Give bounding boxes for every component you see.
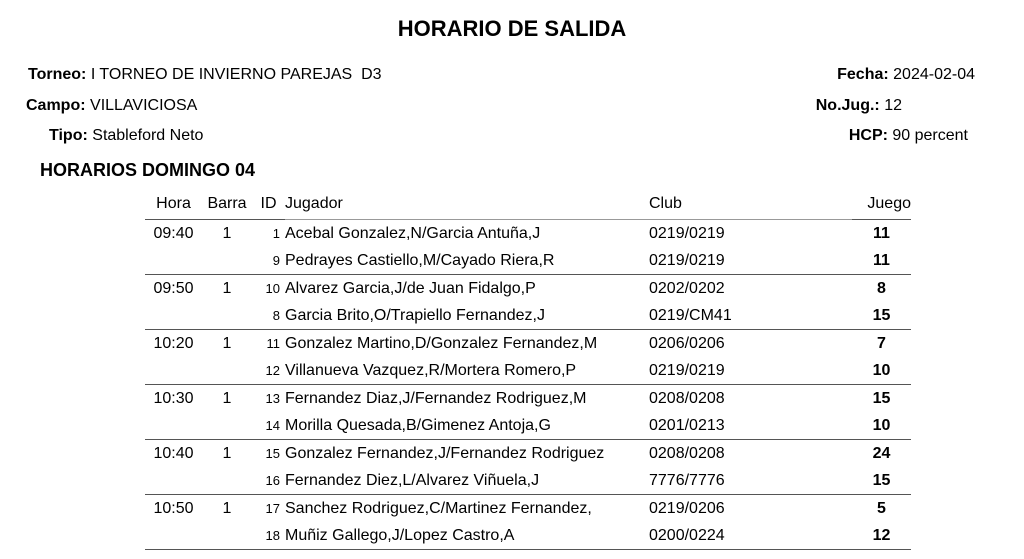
cell-hora: 10:20 <box>145 330 202 358</box>
cell-club: 0200/0224 <box>649 522 852 550</box>
column-header-hora: Hora <box>156 195 191 212</box>
cell-juego: 5 <box>852 495 911 523</box>
cell-id: 14 <box>265 418 280 433</box>
meta-hcp <box>849 127 968 145</box>
cell-club: 0201/0213 <box>649 416 725 434</box>
cell-hora: 09:40 <box>145 220 202 248</box>
column-header-club: Club <box>649 193 852 220</box>
meta-torneo <box>28 66 382 84</box>
torneo-label: Torneo: <box>28 66 87 83</box>
cell-hora <box>145 302 202 330</box>
cell-id: 18 <box>252 522 285 550</box>
cell-juego: 15 <box>852 385 911 413</box>
campo-value: VILLAVICIOSA <box>90 97 198 114</box>
cell-juego: 10 <box>872 416 891 434</box>
nojug-label: No.Jug.: <box>815 97 880 114</box>
cell-jugador: Fernandez Diaz,J/Fernandez Rodriguez,M <box>285 385 649 413</box>
cell-id: 12 <box>265 363 280 378</box>
meta-tipo <box>49 127 203 145</box>
table-row <box>145 220 911 248</box>
cell-jugador: Gonzalez Martino,D/Gonzalez Fernandez,M <box>285 330 649 358</box>
cell-hora <box>145 247 202 275</box>
table-row <box>145 522 911 550</box>
cell-jugador: Villanueva Vazquez,R/Mortera Romero,P <box>285 361 577 379</box>
cell-juego: 10 <box>872 361 891 379</box>
cell-jugador: Garcia Brito,O/Trapiello Fernandez,J <box>285 306 545 324</box>
cell-jugador: Morilla Quesada,B/Gimenez Antoja,G <box>285 416 551 434</box>
cell-club: 0219/0219 <box>649 220 852 248</box>
meta-nojug <box>816 97 902 115</box>
table-row <box>145 247 911 275</box>
table-row <box>145 467 911 495</box>
campo-label: Campo: <box>26 97 86 114</box>
cell-jugador: Fernandez Diez,L/Alvarez Viñuela,J <box>285 471 540 489</box>
cell-id: 17 <box>252 495 285 523</box>
table-row <box>145 495 911 523</box>
cell-juego: 11 <box>873 251 890 269</box>
cell-id: 15 <box>252 440 285 468</box>
cell-jugador: Pedrayes Castiello,M/Cayado Riera,R <box>285 251 555 269</box>
cell-club: 0208/0208 <box>649 385 852 413</box>
cell-hora <box>145 412 202 440</box>
fecha-label: Fecha: <box>837 66 889 83</box>
cell-club: 0219/CM41 <box>649 306 732 324</box>
cell-barra: 1 <box>202 495 252 523</box>
cell-barra: 1 <box>202 220 252 248</box>
cell-barra <box>202 522 252 550</box>
cell-barra: 1 <box>202 275 252 303</box>
cell-juego: 15 <box>872 471 891 489</box>
table-row <box>145 302 911 330</box>
cell-hora <box>145 522 202 550</box>
cell-hora: 09:50 <box>145 275 202 303</box>
cell-id: 8 <box>272 308 280 323</box>
table-row <box>145 357 911 385</box>
section-title: HORARIOS DOMINGO 04 <box>40 160 256 180</box>
table-header-row <box>145 193 911 220</box>
cell-club: 0206/0206 <box>649 330 852 358</box>
cell-barra: 1 <box>202 330 252 358</box>
schedule-table <box>145 193 911 550</box>
tipo-label: Tipo: <box>49 127 88 144</box>
table-row <box>145 330 911 358</box>
column-header-jugador: Jugador <box>285 193 649 220</box>
cell-barra <box>202 247 252 275</box>
table-row <box>145 412 911 440</box>
nojug-value: 12 <box>884 97 902 114</box>
cell-barra: 1 <box>202 440 252 468</box>
cell-barra: 1 <box>202 385 252 413</box>
cell-juego: 15 <box>872 306 891 324</box>
cell-barra <box>202 357 252 385</box>
cell-barra <box>202 302 252 330</box>
cell-barra <box>202 467 252 495</box>
cell-juego: 11 <box>852 220 911 248</box>
cell-juego: 12 <box>852 522 911 550</box>
cell-juego: 24 <box>852 440 911 468</box>
table-row <box>145 275 911 303</box>
torneo-value: I TORNEO DE INVIERNO PAREJAS D3 <box>90 66 382 83</box>
cell-club: 0208/0208 <box>649 440 852 468</box>
hcp-value: 90 percent <box>892 127 968 144</box>
cell-id: 11 <box>252 330 285 358</box>
cell-id: 16 <box>265 473 280 488</box>
page-title: HORARIO DE SALIDA <box>397 16 627 41</box>
cell-club: 0219/0206 <box>649 495 852 523</box>
cell-jugador: Alvarez Garcia,J/de Juan Fidalgo,P <box>285 275 649 303</box>
fecha-value: 2024-02-04 <box>893 66 975 83</box>
cell-id: 9 <box>272 253 280 268</box>
cell-club: 0219/0219 <box>649 361 725 379</box>
cell-juego: 7 <box>852 330 911 358</box>
cell-id: 13 <box>252 385 285 413</box>
column-header-barra: Barra <box>207 195 247 212</box>
cell-hora <box>145 467 202 495</box>
cell-club: 0219/0219 <box>649 251 725 269</box>
cell-hora: 10:40 <box>145 440 202 468</box>
cell-jugador: Sanchez Rodriguez,C/Martinez Fernandez, <box>285 495 649 523</box>
cell-club: 0202/0202 <box>649 275 852 303</box>
column-header-juego: Juego <box>867 195 911 212</box>
cell-id: 1 <box>252 220 285 248</box>
cell-jugador: Acebal Gonzalez,N/Garcia Antuña,J <box>285 220 649 248</box>
cell-club: 7776/7776 <box>649 471 725 489</box>
cell-hora <box>145 357 202 385</box>
cell-juego: 8 <box>852 275 911 303</box>
cell-id: 10 <box>252 275 285 303</box>
meta-fecha <box>837 66 975 84</box>
cell-barra <box>202 412 252 440</box>
tipo-value: Stableford Neto <box>92 127 204 144</box>
cell-jugador: Gonzalez Fernandez,J/Fernandez Rodriguez <box>285 440 649 468</box>
cell-hora: 10:30 <box>145 385 202 413</box>
table-row <box>145 440 911 468</box>
table-row <box>145 385 911 413</box>
column-header-id: ID <box>260 195 277 212</box>
cell-jugador: Muñiz Gallego,J/Lopez Castro,A <box>285 522 649 550</box>
hcp-label: HCP: <box>848 127 888 144</box>
cell-hora: 10:50 <box>145 495 202 523</box>
meta-campo <box>26 97 197 115</box>
